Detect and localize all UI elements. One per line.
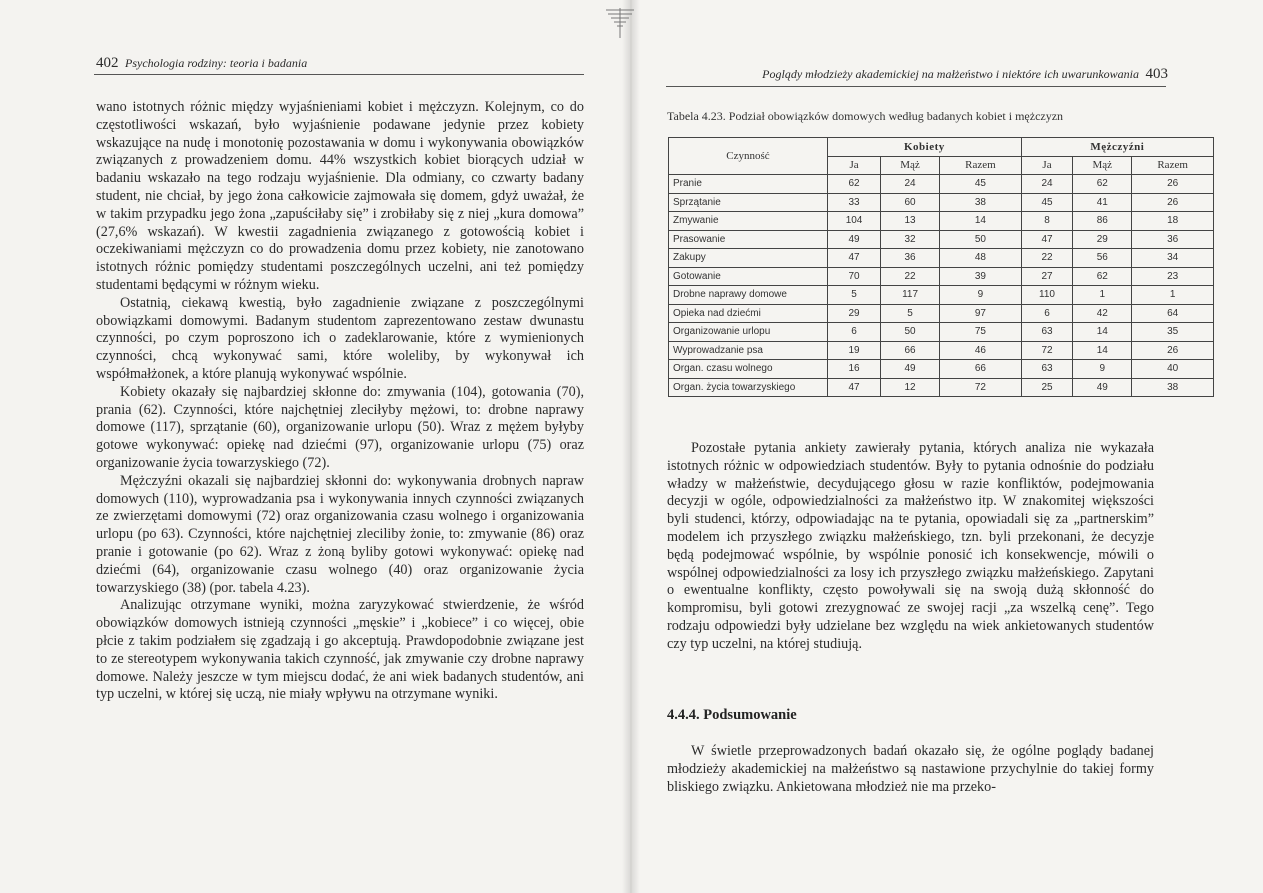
- left-paragraph: Analizując otrzymane wyniki, można zaryzykować stwierdzenie, że wśród obowiązków domowych istnieją czynności „męskie” i „kobiece” i co więcej, obie płcie z takim podziałem się zgadzają i go akceptują. Prawdopodobnie związane jest to ze stereotypem wykonywania takich czynność, jak zmywanie czy drobne naprawy domowe. Należy jeszcze w tym miejscu dodać, że ani wiek badanych studentów, ani typ uczelni, w której się uczą, nie miały wpływu na otrzymane wyniki.: [96, 597, 584, 703]
- table-cell: 38: [1132, 378, 1214, 397]
- left-running-title: Psychologia rodziny: teoria i badania: [125, 56, 308, 70]
- table-cell: 14: [1073, 341, 1132, 360]
- table-caption: Tabela 4.23. Podział obowiązków domowych według badanych kobiet i mężczyzn: [667, 109, 1064, 123]
- table-cell: 45: [940, 175, 1022, 194]
- table-row: [669, 286, 1214, 305]
- table-cell: 16: [828, 360, 881, 379]
- table-cell: 32: [881, 230, 940, 249]
- table-cell: 38: [940, 193, 1022, 212]
- table-row: [669, 360, 1214, 379]
- table-cell: 19: [828, 341, 881, 360]
- table-cell: 47: [1021, 230, 1073, 249]
- table-cell: 45: [1021, 193, 1073, 212]
- table-cell: 40: [1132, 360, 1214, 379]
- table-cell: 56: [1073, 249, 1132, 268]
- subheader: Mąż: [1073, 156, 1132, 175]
- table-cell: 49: [1073, 378, 1132, 397]
- binder-clip-icon: [600, 6, 640, 40]
- table-cell: 9: [940, 286, 1022, 305]
- book-spine: [622, 0, 640, 893]
- table-cell: 35: [1132, 323, 1214, 342]
- table-row: [669, 193, 1214, 212]
- table-cell: 63: [1021, 360, 1073, 379]
- table-cell: 39: [940, 267, 1022, 286]
- right-running-header: [762, 66, 1168, 83]
- row-label: Organizowanie urlopu: [669, 323, 828, 342]
- table-cell: 62: [828, 175, 881, 194]
- table-cell: 22: [1021, 249, 1073, 268]
- table-row: [669, 323, 1214, 342]
- row-label: Wyprowadzanie psa: [669, 341, 828, 360]
- table-cell: 42: [1073, 304, 1132, 323]
- table-cell: 29: [1073, 230, 1132, 249]
- subheader: Ja: [1021, 156, 1073, 175]
- table-cell: 29: [828, 304, 881, 323]
- table-cell: 36: [1132, 230, 1214, 249]
- right-page-number: 403: [1145, 66, 1168, 82]
- table-cell: 49: [881, 360, 940, 379]
- table-cell: 33: [828, 193, 881, 212]
- row-label: Zmywanie: [669, 212, 828, 231]
- table-cell: 9: [1073, 360, 1132, 379]
- right-paragraph: W świetle przeprowadzonych badań okazało się, że ogólne poglądy badanej młodzieży akademickiej na małżeństwo są nastawione przychylnie do takiej formy bliskiego związku. Ankietowana młodzież nie ma przeko-: [667, 743, 1154, 795]
- table-cell: 47: [828, 378, 881, 397]
- table-cell: 6: [1021, 304, 1073, 323]
- table-cell: 47: [828, 249, 881, 268]
- table-cell: 14: [1073, 323, 1132, 342]
- right-paragraph: Pozostałe pytania ankiety zawierały pytania, których analiza nie wykazała istotnych różnic w odpowiedziach studentów. Były to pytania odnośnie do podziału władzy w małżeństwie, decydującego głosu w razie konfliktów, podejmowania decyzji w ogóle, odpowiedzialności za małżeństwo itp. W znakomitej większości byli studenci, którzy, odpowiadając na te pytania, opowiadali się za „partnerskim” modelem ich przyszłego związku małżeńskiego, tzn. byli przekonani, że decyzje będą podejmować wspólnie, by wspólnie ponosić ich konsekwencje, mówili o wspólnej odpowiedzialności za losy ich przyszłego związku małżeńskiego. Zapytani o ewentualne konflikty, często powoływali się na swoją dużą skłonność do kompromisu, byli gotowi zrezygnować ze swojej racji „za wszelką cenę”. Tego rodzaju odpowiedzi były udzielane bez względu na wiek ankietowanych studentów czy typ uczelni, na której studiują.: [667, 440, 1154, 652]
- row-label: Drobne naprawy domowe: [669, 286, 828, 305]
- row-label: Pranie: [669, 175, 828, 194]
- table-cell: 23: [1132, 267, 1214, 286]
- left-paragraph: Ostatnią, ciekawą kwestią, było zagadnienie związane z poszczególnymi obowiązkami domowymi. Badanym studentom zaprezentowano zestaw dwunastu czynności, po czym poproszono ich o zadeklarowanie, które z wymienionych czynności, chcą wykonywać sami, które woleliby, by wykonywał ich współmałżonek, a które planują wykonywać wspólnie.: [96, 294, 584, 382]
- right-header-rule: [666, 86, 1166, 87]
- table-cell: 8: [1021, 212, 1073, 231]
- table-body: [669, 175, 1214, 397]
- table-row: [669, 212, 1214, 231]
- table-cell: 66: [940, 360, 1022, 379]
- table-cell: 41: [1073, 193, 1132, 212]
- column-header-activity: Czynność: [669, 138, 828, 175]
- left-body: [96, 99, 584, 704]
- left-paragraph: wano istotnych różnic między wyjaśnieniami kobiet i mężczyzn. Kolejnym, co do częstotliwości wskazań, było wyjaśnienie podawane jedynie przez kobiety wskazujące na nudę i monotonię pozostawania w domu i wykonywania obowiązków związanych z prowadzeniem domu. 44% wszystkich kobiet biorących udział w badaniu wskazało na tego rodzaju wyjaśnienie. Dla odmiany, co czwarty badany student, nie chciał, by jego żona całkowicie zajmowała się domem, gdyż uważał, że w takim przypadku jego żona „zapuściłaby się” i zrobiłaby się z niej „kura domowa” (27,6% wskazań). W kwestii zagadnienia związanego z gotowością kobiet i oczekiwaniami mężczyzn co do prowadzenia domu przez kobiety, nie zanotowano istotnych różnic pomiędzy studentami poszczególnych uczelni, ani też pomiędzy studentami będącymi w różnym wieku.: [96, 99, 584, 293]
- table-cell: 5: [881, 304, 940, 323]
- table-cell: 26: [1132, 175, 1214, 194]
- table-cell: 26: [1132, 193, 1214, 212]
- left-running-header: [96, 55, 307, 72]
- row-label: Zakupy: [669, 249, 828, 268]
- table-cell: 18: [1132, 212, 1214, 231]
- chores-table: [668, 137, 1214, 397]
- table-cell: 6: [828, 323, 881, 342]
- right-running-title: Poglądy młodzieży akademickiej na małżeństwo i niektóre ich uwarunkowania: [762, 67, 1139, 81]
- table-cell: 24: [1021, 175, 1073, 194]
- table-cell: 50: [881, 323, 940, 342]
- row-label: Organ. życia towarzyskiego: [669, 378, 828, 397]
- table-cell: 48: [940, 249, 1022, 268]
- group-header-women: Kobiety: [828, 138, 1022, 157]
- table-cell: 13: [881, 212, 940, 231]
- left-header-rule: [94, 74, 584, 75]
- table-row: [669, 341, 1214, 360]
- table-row: [669, 230, 1214, 249]
- table-cell: 64: [1132, 304, 1214, 323]
- table-cell: 14: [940, 212, 1022, 231]
- table-cell: 97: [940, 304, 1022, 323]
- table-cell: 66: [881, 341, 940, 360]
- table-row: [669, 378, 1214, 397]
- table-cell: 12: [881, 378, 940, 397]
- table-cell: 63: [1021, 323, 1073, 342]
- table-cell: 72: [940, 378, 1022, 397]
- row-label: Prasowanie: [669, 230, 828, 249]
- row-label: Opieka nad dziećmi: [669, 304, 828, 323]
- group-header-men: Mężczyźni: [1021, 138, 1213, 157]
- table-cell: 117: [881, 286, 940, 305]
- subheader: Mąż: [881, 156, 940, 175]
- left-page-number: 402: [96, 55, 119, 71]
- table-row: [669, 267, 1214, 286]
- table-cell: 25: [1021, 378, 1073, 397]
- subheader: Razem: [1132, 156, 1214, 175]
- table-cell: 1: [1073, 286, 1132, 305]
- table-cell: 22: [881, 267, 940, 286]
- subheader: Ja: [828, 156, 881, 175]
- subheader: Razem: [940, 156, 1022, 175]
- left-paragraph: Kobiety okazały się najbardziej skłonne do: zmywania (104), gotowania (70), prania (62). Czynności, które najchętniej zleciłyby mężowi, to: drobne naprawy domowe (117), sprzątanie (60), organizowanie urlopu (50). Wraz z mężem byłyby gotowe wykonywać: opiekę nad dziećmi (97), organizowanie urlopu (75) oraz organizowanie życia towarzyskiego (72).: [96, 383, 584, 471]
- row-label: Gotowanie: [669, 267, 828, 286]
- table-cell: 26: [1132, 341, 1214, 360]
- table-cell: 24: [881, 175, 940, 194]
- table-row: [669, 249, 1214, 268]
- table-cell: 46: [940, 341, 1022, 360]
- table-row: [669, 304, 1214, 323]
- table-cell: 86: [1073, 212, 1132, 231]
- table-cell: 36: [881, 249, 940, 268]
- section-heading: 4.4.4. Podsumowanie: [667, 707, 797, 723]
- table-cell: 49: [828, 230, 881, 249]
- table-cell: 62: [1073, 175, 1132, 194]
- table-cell: 60: [881, 193, 940, 212]
- table-cell: 5: [828, 286, 881, 305]
- table-cell: 75: [940, 323, 1022, 342]
- right-body-lower: [667, 743, 1154, 796]
- table-cell: 27: [1021, 267, 1073, 286]
- table-cell: 62: [1073, 267, 1132, 286]
- right-body-upper: [667, 440, 1154, 654]
- row-label: Organ. czasu wolnego: [669, 360, 828, 379]
- row-label: Sprzątanie: [669, 193, 828, 212]
- table-cell: 104: [828, 212, 881, 231]
- table-cell: 1: [1132, 286, 1214, 305]
- table-cell: 34: [1132, 249, 1214, 268]
- table-cell: 70: [828, 267, 881, 286]
- table-cell: 50: [940, 230, 1022, 249]
- table-row: [669, 175, 1214, 194]
- left-paragraph: Mężczyźni okazali się najbardziej skłonni do: wykonywania drobnych napraw domowych (110), wyprowadzania psa i wykonywania innych czynności związanych ze zwierzętami domowymi (72) oraz organizowania czasu wolnego i organizowania urlopu (po 63). Czynności, które najchętniej zleciliby żonie, to: zmywanie (86) oraz pranie i gotowanie (po 62). Wraz z żoną byliby gotowi wykonywać: opiekę nad dziećmi (64), organizowanie czasu wolnego (40) oraz organizowanie życia towarzyskiego (38) (por. tabela 4.23).: [96, 472, 584, 596]
- table-cell: 72: [1021, 341, 1073, 360]
- table-cell: 110: [1021, 286, 1073, 305]
